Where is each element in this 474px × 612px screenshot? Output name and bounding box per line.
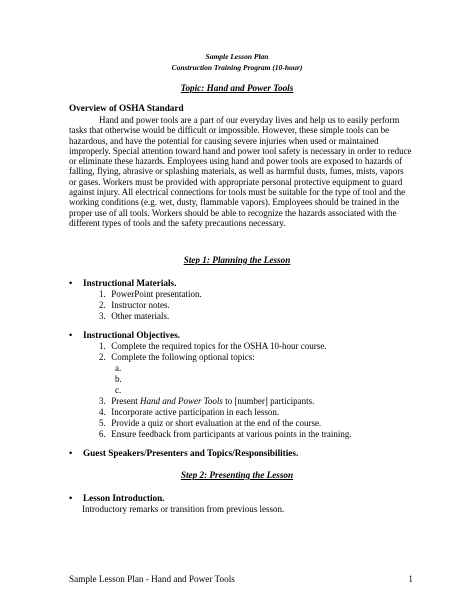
bullet-icon: • (69, 330, 73, 340)
overview-paragraph (69, 115, 413, 228)
step2-heading: Step 2: Presenting the Lesson (180, 470, 294, 480)
list-item: 3. Other materials. (99, 311, 170, 321)
overview-text: Hand and power tools are a part of our everyday lives and help us to easily perform tasks that otherwise would be difficult or impossible. However, these simple tools can be hazardous, and have the potential for causing severe injuries when used or maintained improperly. Special attention toward hand and power tool safety is necessary in order to reduce or eliminate these hazards. Employees using hand and power tools are exposed to hazards of falling, flying, abrasive or splashing materials, as well as harmful dusts, fumes, mists, vapors or gases. Workers must be provided with appropriate personal protective equipment to guard against injury. All electrical connections for tools must be suitable for the type of tool and the working conditions (e.g. wet, dusty, flammable vapors). Employees should be trained in the proper use of all tools. Workers should be able to recognize the hazards associated with the different types of tools and the safety precautions necessary. (69, 115, 412, 228)
list-item: 1. Complete the required topics for the OSHA 10-hour course. (99, 341, 327, 351)
bullet-icon: • (69, 448, 73, 458)
list-item: 3. Present Hand and Power Tools to [number] participants. (99, 396, 315, 406)
intro-heading (69, 493, 165, 503)
guests-heading (69, 448, 298, 458)
intro-text: Introductory remarks or transition from previous lesson. (82, 504, 285, 514)
list-item: 2. Instructor notes. (99, 300, 170, 310)
header-title: Sample Lesson Plan (205, 52, 269, 61)
materials-heading (69, 278, 176, 288)
sub-item: c. (115, 385, 122, 395)
step1-heading: Step 1: Planning the Lesson (183, 255, 291, 265)
objectives-heading (69, 330, 180, 340)
bullet-icon: • (69, 278, 73, 288)
sub-item: b. (115, 374, 122, 384)
header-subtitle: Construction Training Program (10-hour) (171, 63, 303, 72)
list-item: 6. Ensure feedback from participants at various points in the training. (99, 429, 352, 439)
bullet-icon: • (69, 493, 73, 503)
list-item: 4. Incorporate active participation in each lesson. (99, 407, 280, 417)
guests-heading-text: Guest Speakers/Presenters and Topics/Responsibilities. (83, 448, 299, 458)
intro-heading-text: Lesson Introduction. (83, 493, 165, 503)
footer-text: Sample Lesson Plan - Hand and Power Tools (69, 574, 235, 584)
list-item: 2. Complete the following optional topics: (99, 352, 255, 362)
materials-heading-text: Instructional Materials. (83, 278, 177, 288)
sub-item: a. (115, 363, 122, 373)
list-item: 5. Provide a quiz or short evaluation at the end of the course. (99, 418, 322, 428)
list-item: 1. PowerPoint presentation. (99, 289, 202, 299)
page-number: 1 (408, 574, 413, 584)
topic-heading: Topic: Hand and Power Tools (180, 83, 294, 93)
objectives-heading-text: Instructional Objectives. (83, 330, 180, 340)
page-footer (69, 574, 413, 584)
overview-heading: Overview of OSHA Standard (69, 103, 184, 113)
